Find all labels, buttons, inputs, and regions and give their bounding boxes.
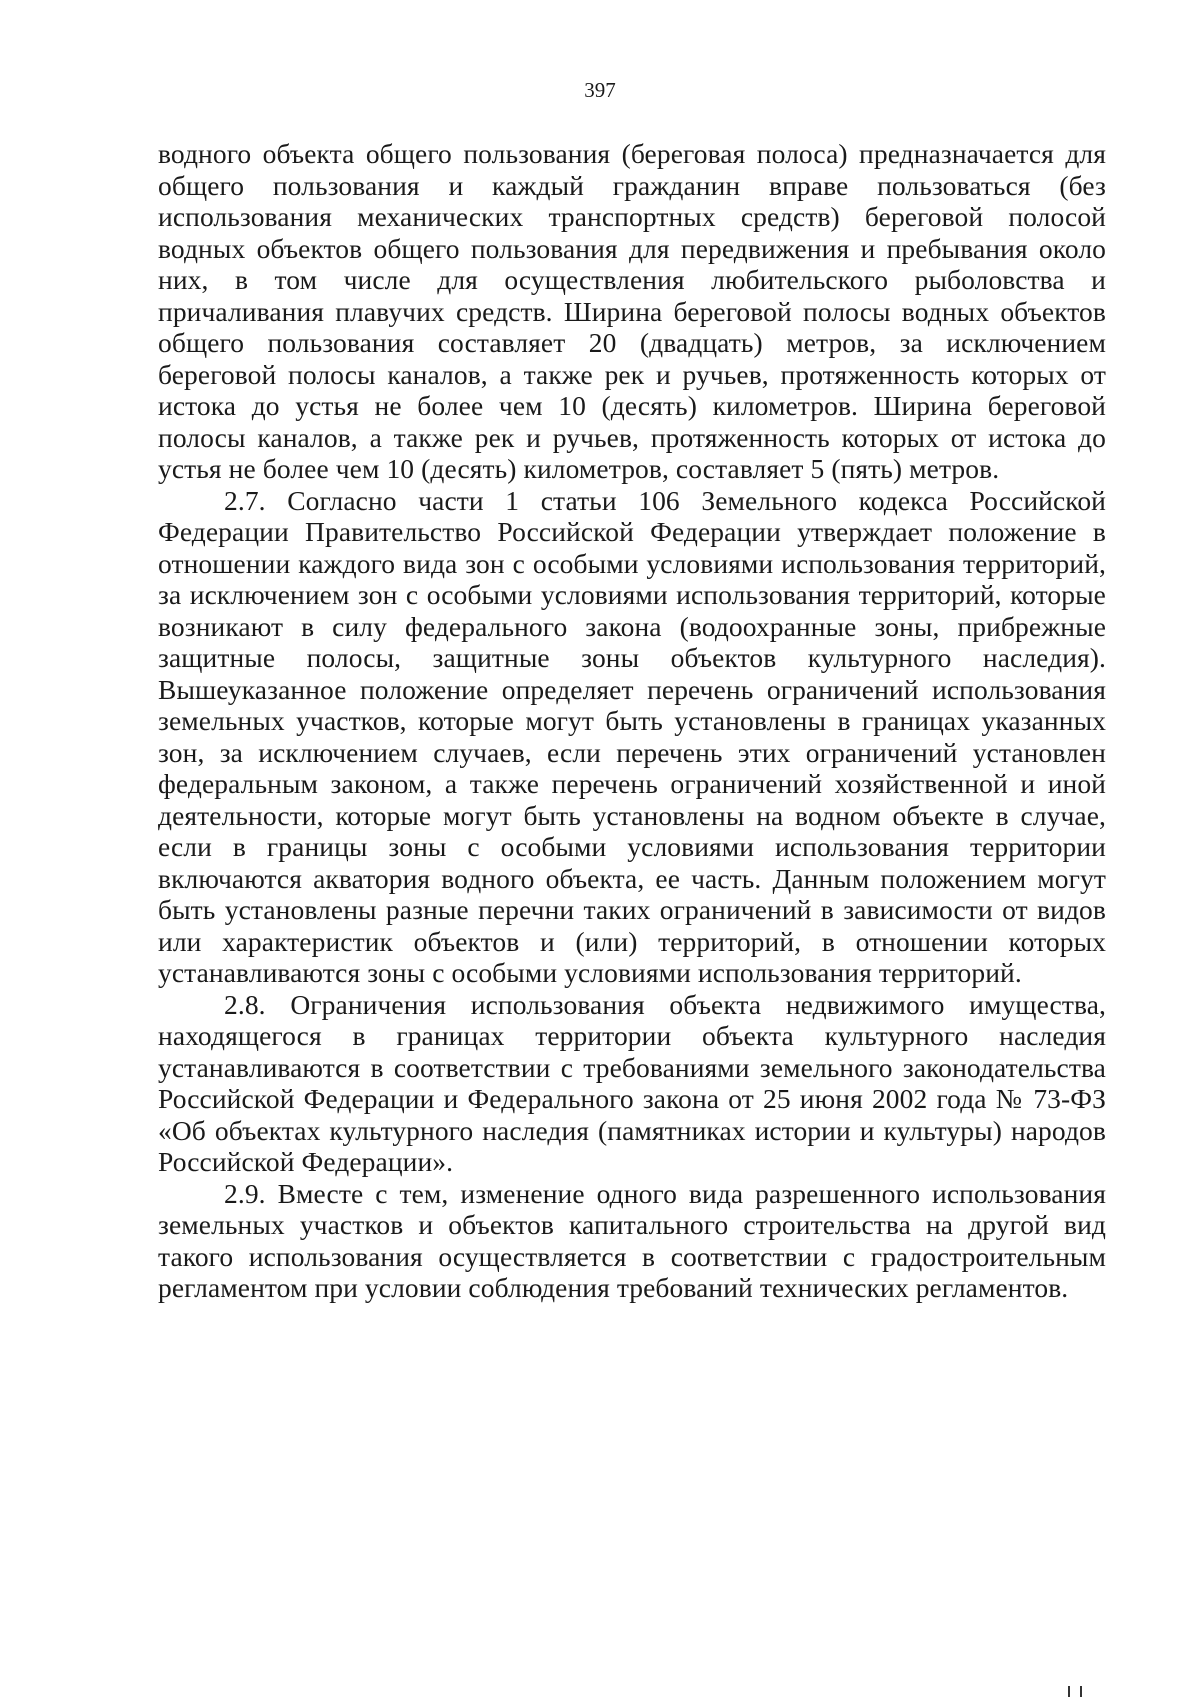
paragraph-2-7: 2.7. Согласно части 1 статьи 106 Земельного кодекса Российской Федерации Правительство Российской Федерации утверждает положение в отношении каждого вида зон с особыми условиями использования территорий, за исключением зон с особыми условиями использования территорий, которые возникают в силу федерального закона (водоохранные зоны, прибрежные защитные полосы, защитные зоны объектов культурного наследия). Вышеуказанное положение определяет перечень ограничений использования земельных участков, которые могут быть установлены в границах указанных зон, за исключением случаев, если перечень этих ограничений установлен федеральным законом, а также перечень ограничений хозяйственной и иной деятельности, которые могут быть установлены на водном объекте в случае, если в границы зоны с особыми условиями использования территории включаются акватория водного объекта, ее часть. Данным положением могут быть установлены разные перечни таких ограничений в зависимости от видов или характеристик объектов и (или) территорий, в отношении которых устанавливаются зоны с особыми условиями использования территорий. [158, 484, 1106, 988]
paragraph-2-9: 2.9. Вместе с тем, изменение одного вида разрешенного использования земельных участков и объектов капитального строительства на другой вид такого использования осуществляется в соответствии с градостроительным регламентом при условии соблюдения требований технических регламентов. [158, 1177, 1106, 1303]
document-body [158, 138, 1106, 1304]
paragraph-continuation: водного объекта общего пользования (береговая полоса) предназначается для общего пользования и каждый гражданин вправе пользоваться (без использования механических транспортных средств) береговой полосой водных объектов общего пользования для передвижения и пребывания около них, в том числе для осуществления любительского рыболовства и причаливания плавучих средств. Ширина береговой полосы водных объектов общего пользования составляет 20 (двадцать) метров, за исключением береговой полосы каналов, а также рек и ручьев, протяженность которых от истока до устья не более чем 10 (десять) километров. Ширина береговой полосы каналов, а также рек и ручьев, протяженность которых от истока до устья не более чем 10 (десять) километров, составляет 5 (пять) метров. [158, 138, 1106, 484]
paragraph-2-8: 2.8. Ограничения использования объекта недвижимого имущества, находящегося в границах территории объекта культурного наследия устанавливаются в соответствии с требованиями земельного законодательства Российской Федерации и Федерального закона от 25 июня 2002 года № 73-ФЗ «Об объектах культурного наследия (памятниках истории и культуры) народов Российской Федерации». [158, 988, 1106, 1177]
scan-margin-mark [1066, 1686, 1088, 1697]
page-number: 397 [584, 78, 616, 102]
